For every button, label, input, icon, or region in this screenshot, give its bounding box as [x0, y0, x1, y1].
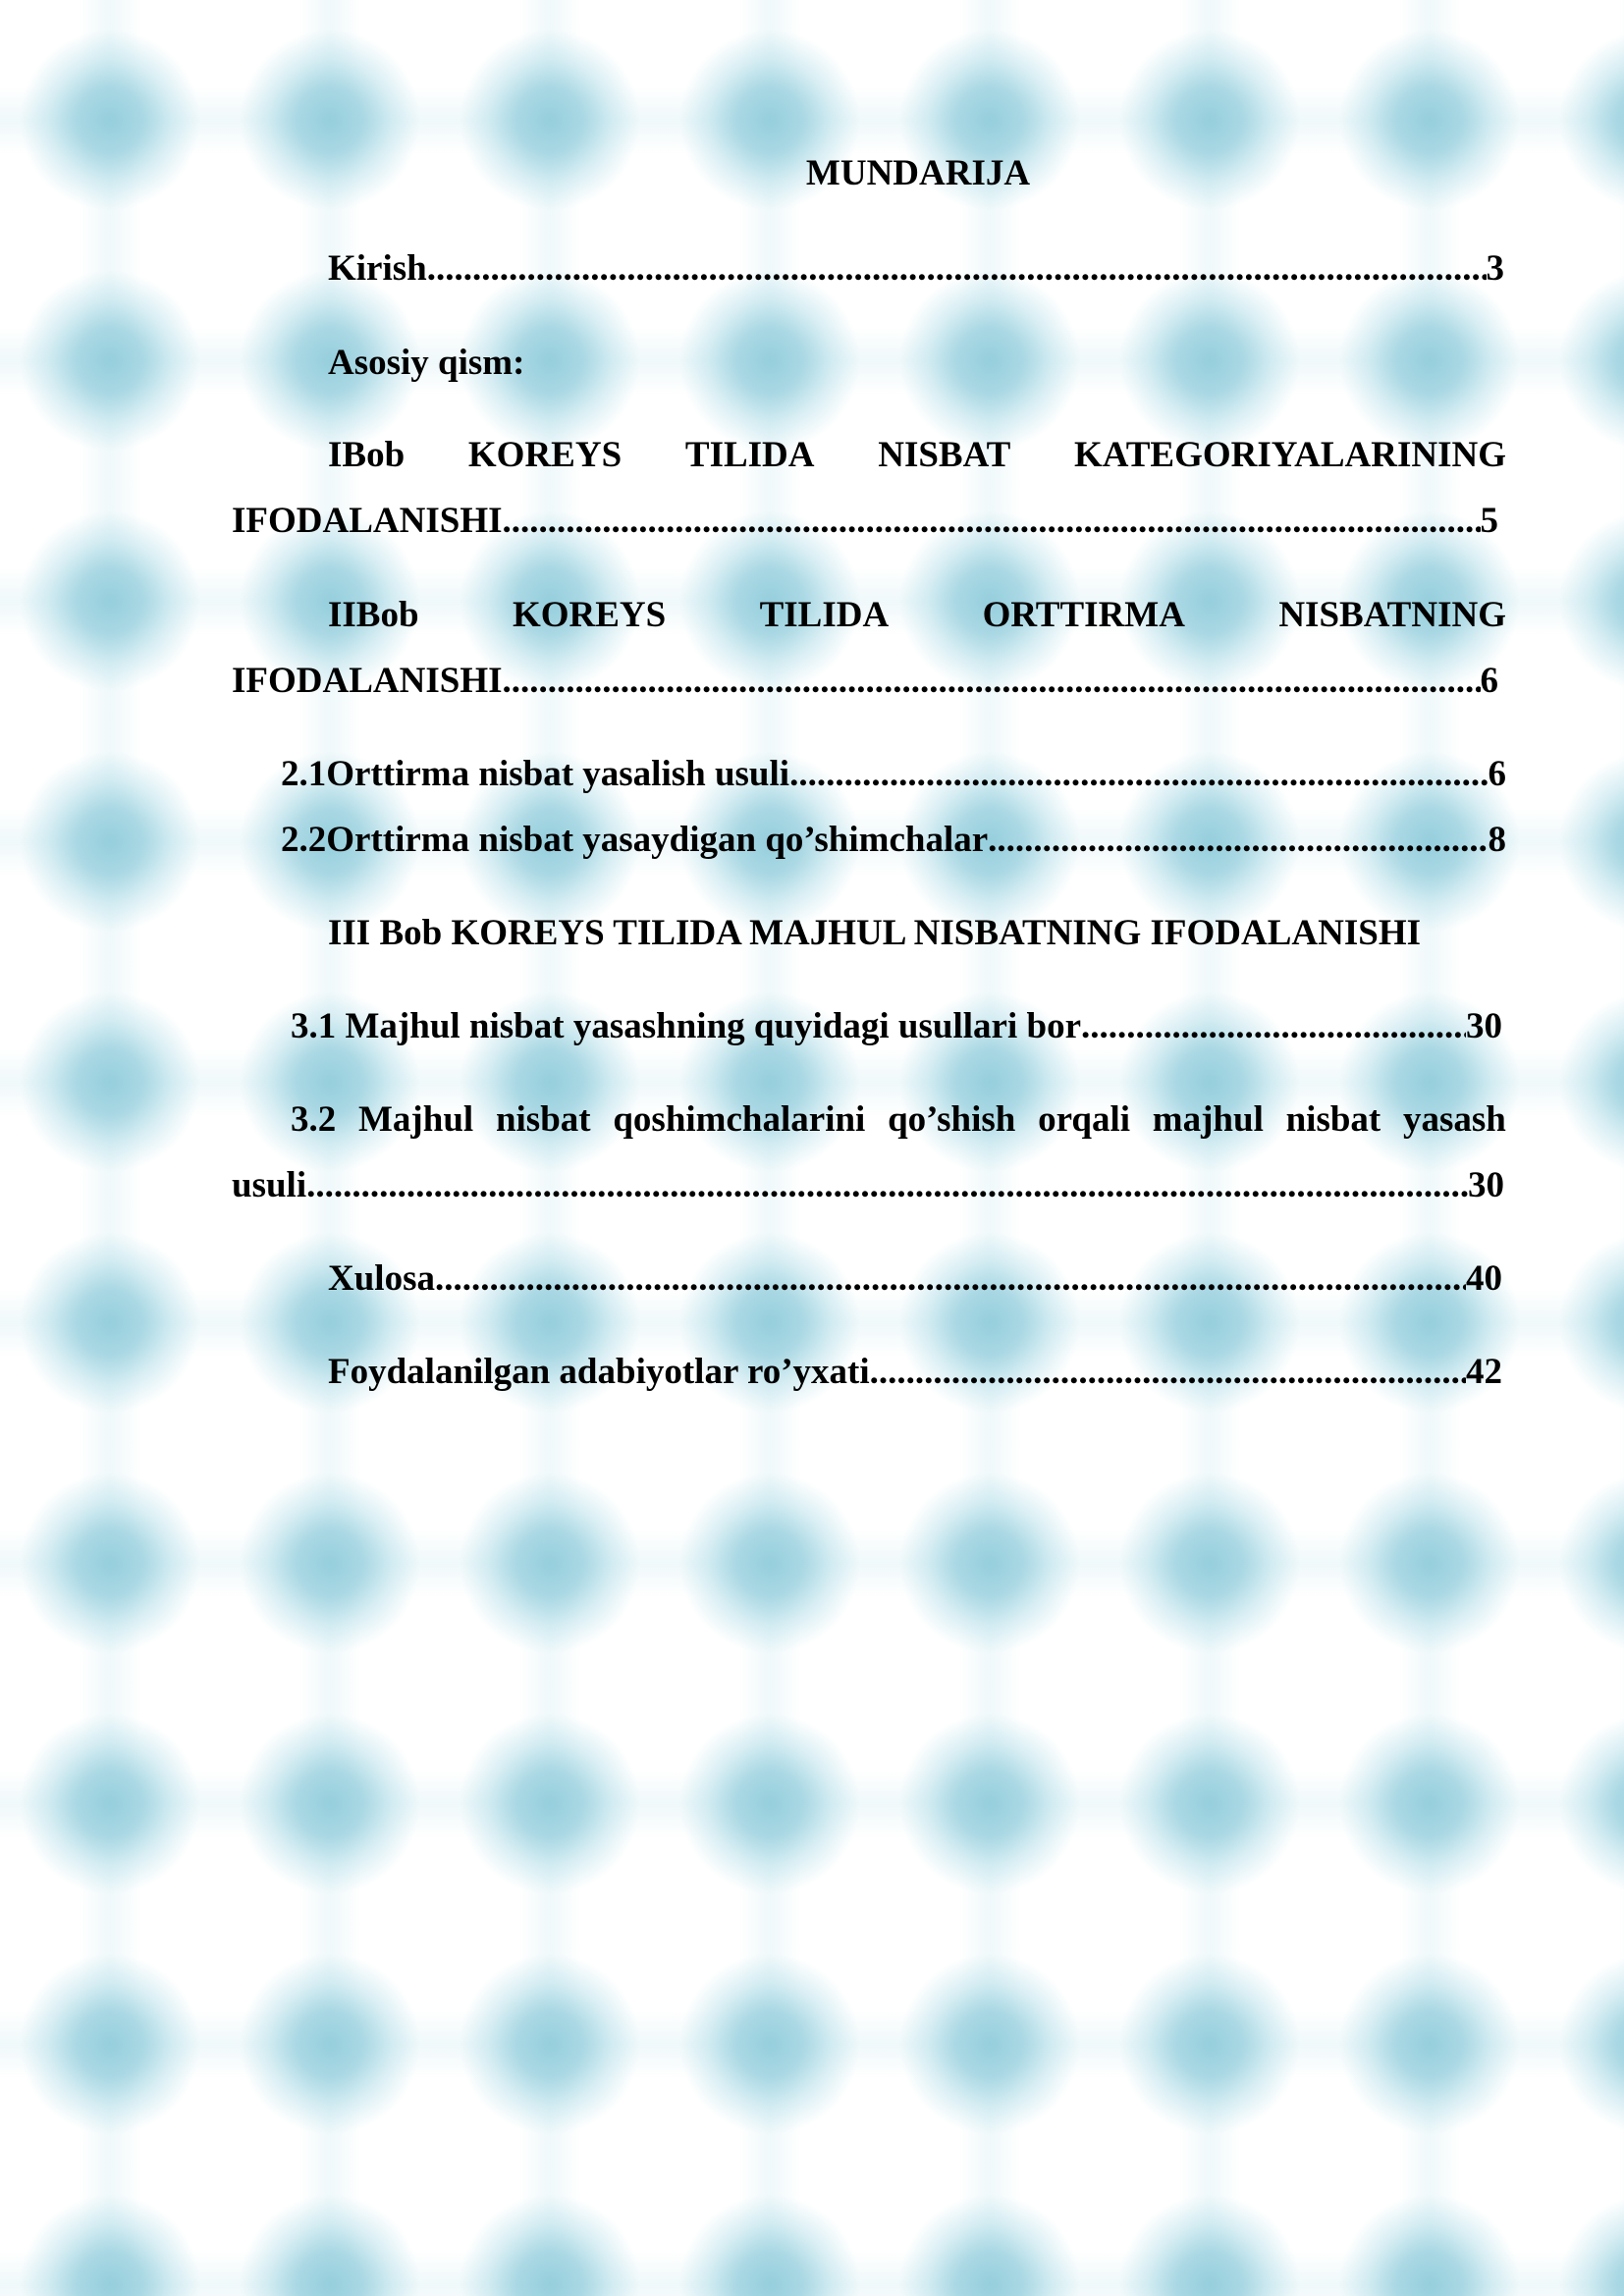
toc-entry-kirish — [328, 247, 1504, 291]
toc-entry-3-2-line1: 3.2 Majhul nisbat qoshimchalarini qo’shish orqali majhul nisbat yasash — [291, 1099, 1506, 1140]
toc-leader — [503, 660, 1481, 703]
toc-entry-2-1: 2.1 Orttirma nisbat yasalish usuli ..... 6 — [281, 753, 1506, 796]
toc-leader — [427, 247, 1487, 291]
page-title: MUNDARIJA — [805, 153, 1031, 193]
toc-section-number: 2.1 — [281, 754, 327, 794]
toc-leader — [306, 1164, 1468, 1207]
toc-page-number: 30 — [1468, 1165, 1504, 1205]
toc-entry-bob2-line1: IIBob KOREYS TILIDA ORTTIRMA NISBATNING — [328, 595, 1506, 635]
toc-section-number: 2.2 — [281, 820, 327, 860]
toc-entry-adabiyotlar: Foydalanilgan adabiyotlar ro’yxati ..... 42 — [328, 1351, 1502, 1394]
toc-page-number: 42 — [1466, 1352, 1502, 1392]
toc-entry-bob1-line1: IBob KOREYS TILIDA NISBAT KATEGORIYALARINING — [328, 435, 1506, 475]
toc-leader — [1081, 1005, 1466, 1048]
toc-label: Kirish — [328, 248, 427, 289]
toc-entry-2-2: 2.2 Orttirma nisbat yasaydigan qo’shimchalar ..... 8 — [281, 819, 1506, 862]
toc-page-number: 3 — [1486, 248, 1504, 289]
toc-entry-3-1: 3.1 Majhul nisbat yasashning quyidagi usullari bor ..... 30 — [291, 1005, 1502, 1048]
toc-leader — [789, 753, 1488, 796]
toc-entry-bob3: III Bob KOREYS TILIDA MAJHUL NISBATNING IFODALANISHI — [328, 913, 1422, 953]
toc-page-number: 6 — [1488, 754, 1506, 794]
toc-page-number: 5 — [1480, 501, 1498, 541]
toc-page-number: 40 — [1466, 1258, 1502, 1299]
toc-entry-3-2-line2: usuli ..... 30 — [232, 1164, 1504, 1207]
toc-page-number: 30 — [1466, 1006, 1502, 1046]
toc-leader — [988, 819, 1488, 862]
toc-leader — [503, 500, 1481, 543]
toc-page-number: 8 — [1488, 820, 1506, 860]
toc-leader — [435, 1257, 1466, 1301]
toc-heading-asosiy: Asosiy qism: — [328, 343, 525, 383]
toc-entry-bob1-line2: IFODALANISHI ..... 5 — [232, 500, 1498, 543]
toc-entry-xulosa: Xulosa ..... 40 — [328, 1257, 1502, 1301]
toc-leader — [870, 1351, 1466, 1394]
toc-page-number: 6 — [1480, 661, 1498, 701]
toc-entry-bob2-line2: IFODALANISHI ..... 6 — [232, 660, 1498, 703]
